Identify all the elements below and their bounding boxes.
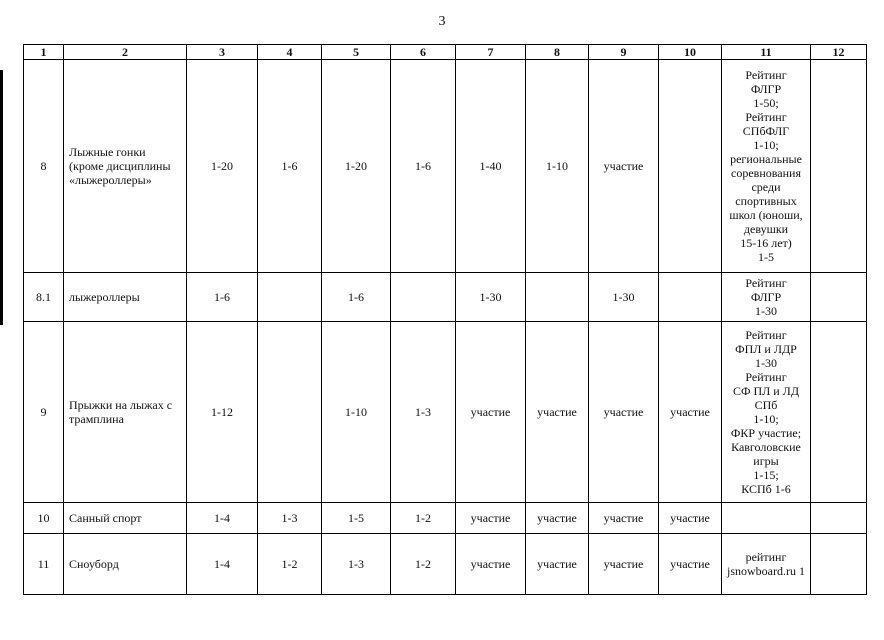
header-row — [24, 45, 867, 60]
header-cell: 11 — [722, 45, 811, 60]
table-cell — [391, 273, 456, 322]
table-cell: участие — [456, 322, 526, 503]
table-cell: 1-40 — [456, 60, 526, 273]
header-cell: 10 — [659, 45, 722, 60]
table-cell: 1-20 — [322, 60, 391, 273]
header-cell: 1 — [24, 45, 64, 60]
sport-name: Прыжки на лыжах с трамплина — [64, 322, 187, 503]
table-row — [24, 534, 867, 595]
table-row — [24, 60, 867, 273]
page-number: 3 — [438, 14, 446, 29]
table-cell — [258, 322, 322, 503]
table-cell: 1-30 — [456, 273, 526, 322]
table-cell — [811, 503, 867, 534]
table-cell: 1-10 — [526, 60, 589, 273]
notes-cell: Рейтинг ФЛГР 1-30 — [722, 273, 811, 322]
notes-cell: Рейтинг ФПЛ и ЛДР 1-30 Рейтинг СФ ПЛ и ЛД СПб 1-10; ФКР участие; Кавголовские игры 1-15; КСПб 1-6 — [722, 322, 811, 503]
table-cell: 1-6 — [187, 273, 258, 322]
header-cell: 2 — [64, 45, 187, 60]
table-cell: 1-2 — [391, 503, 456, 534]
table-cell: 1-2 — [391, 534, 456, 595]
table-cell: участие — [589, 503, 659, 534]
row-number: 8 — [24, 60, 64, 273]
table-cell: участие — [456, 534, 526, 595]
table-cell: 1-30 — [589, 273, 659, 322]
sports-ranking-table — [23, 44, 867, 595]
table-cell: участие — [456, 503, 526, 534]
table-cell: участие — [659, 534, 722, 595]
table-cell: 1-5 — [322, 503, 391, 534]
table-cell — [811, 322, 867, 503]
row-number: 10 — [24, 503, 64, 534]
table-cell: 1-3 — [322, 534, 391, 595]
header-cell: 3 — [187, 45, 258, 60]
table-cell — [659, 60, 722, 273]
header-cell: 8 — [526, 45, 589, 60]
table-cell: 1-3 — [258, 503, 322, 534]
table-row — [24, 273, 867, 322]
header-cell: 6 — [391, 45, 456, 60]
table-cell: 1-6 — [322, 273, 391, 322]
table-cell: 1-2 — [258, 534, 322, 595]
left-edge-bar — [0, 70, 3, 325]
table-row — [24, 503, 867, 534]
table-cell — [811, 273, 867, 322]
table-cell: 1-6 — [391, 60, 456, 273]
notes-cell: Рейтинг ФЛГР 1-50; Рейтинг СПбФЛГ 1-10; региональные соревнования среди спортивных школ (юноши, девушки 15-16 лет) 1-5 — [722, 60, 811, 273]
table-cell: участие — [526, 322, 589, 503]
table-row — [24, 322, 867, 503]
notes-cell: рейтинг jsnowboard.ru 1 — [722, 534, 811, 595]
table-cell: участие — [526, 503, 589, 534]
header-cell: 9 — [589, 45, 659, 60]
sport-name: Сноуборд — [64, 534, 187, 595]
table-cell: 1-6 — [258, 60, 322, 273]
header-cell: 7 — [456, 45, 526, 60]
sport-name: Лыжные гонки (кроме дисциплины «лыжероллеры» — [64, 60, 187, 273]
row-number: 9 — [24, 322, 64, 503]
table-cell: 1-4 — [187, 503, 258, 534]
header-cell: 12 — [811, 45, 867, 60]
table-cell: 1-20 — [187, 60, 258, 273]
table-cell: 1-4 — [187, 534, 258, 595]
notes-cell — [722, 503, 811, 534]
table-cell — [526, 273, 589, 322]
header-cell: 5 — [322, 45, 391, 60]
table-cell: 1-3 — [391, 322, 456, 503]
sport-name: лыжероллеры — [64, 273, 187, 322]
table-cell: участие — [589, 534, 659, 595]
table-cell: 1-10 — [322, 322, 391, 503]
table-cell: участие — [526, 534, 589, 595]
table-cell: участие — [589, 60, 659, 273]
table-cell: участие — [589, 322, 659, 503]
row-number: 11 — [24, 534, 64, 595]
table-cell — [811, 534, 867, 595]
table-cell: участие — [659, 503, 722, 534]
table-cell: участие — [659, 322, 722, 503]
table-cell — [811, 60, 867, 273]
table-cell: 1-12 — [187, 322, 258, 503]
table-cell — [659, 273, 722, 322]
table-cell — [258, 273, 322, 322]
header-cell: 4 — [258, 45, 322, 60]
sport-name: Санный спорт — [64, 503, 187, 534]
row-number: 8.1 — [24, 273, 64, 322]
